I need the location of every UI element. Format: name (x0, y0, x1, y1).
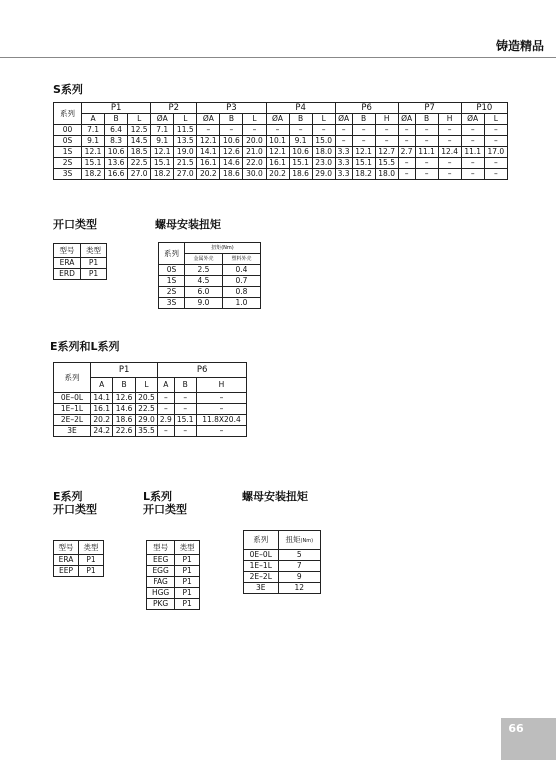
s-cell: 14.5 (128, 136, 151, 147)
nut-torque-series-header: 系列 (159, 243, 185, 265)
s-cell: 15.0 (312, 136, 335, 147)
s-cell: – (375, 125, 398, 136)
el-cell: 22.5 (135, 404, 157, 415)
nut-torque-header: 扭矩(Nm) (185, 243, 261, 254)
s-group-header: P6 (335, 103, 398, 114)
s-cell: 18.0 (375, 169, 398, 180)
el-series-table (53, 362, 247, 437)
el-cell: – (174, 404, 196, 415)
table-row (54, 269, 107, 280)
l-open-cell: P1 (175, 555, 200, 566)
nut-torque-1-cell: 1.0 (223, 298, 261, 309)
s-column-header: H (375, 114, 398, 125)
s-cell: 3.3 (335, 147, 352, 158)
s-series-title: S系列 (53, 83, 83, 96)
e-open-cell: P1 (79, 555, 104, 566)
table-row (147, 566, 200, 577)
s-cell: 12.4 (438, 147, 461, 158)
e-open-cell: EEP (54, 566, 79, 577)
table-row (244, 561, 321, 572)
el-cell: 20.5 (135, 393, 157, 404)
el-cell: – (174, 393, 196, 404)
table-row (54, 415, 247, 426)
l-open-cell: PKG (147, 599, 175, 610)
nut-torque-1-cell: 4.5 (185, 276, 223, 287)
open-type_1-cell: ERD (54, 269, 81, 280)
el-cell: – (158, 393, 174, 404)
e-open-type-table (53, 540, 104, 577)
open-type-table (53, 243, 107, 280)
el-cell: 18.6 (113, 415, 135, 426)
table-row (54, 555, 104, 566)
nut-torque-2-cell: 0E–0L (244, 550, 279, 561)
s-cell: 11.1 (461, 147, 484, 158)
s-cell: 13.6 (105, 158, 128, 169)
s-series-table (53, 102, 508, 180)
el-cell: 29.0 (135, 415, 157, 426)
nut-torque-2-unit: (Nm) (300, 537, 314, 544)
s-cell: 21.0 (243, 147, 266, 158)
nut-torque-1-cell: 2.5 (185, 265, 223, 276)
s-cell: 14.1 (197, 147, 220, 158)
s-row-label: 1S (54, 147, 82, 158)
el-row-label: 1E–1L (54, 404, 91, 415)
s-cell: 12.1 (82, 147, 105, 158)
s-group-header: P3 (197, 103, 266, 114)
nut-torque-table (158, 242, 261, 309)
el-cell: – (196, 426, 246, 437)
page-number: 66 (508, 722, 524, 735)
el-group-header: P6 (158, 363, 247, 378)
header-rule (0, 57, 556, 58)
s-column-header: B (289, 114, 312, 125)
s-cell: 8.3 (105, 136, 128, 147)
s-group-header: P4 (266, 103, 335, 114)
s-cell: 15.5 (375, 158, 398, 169)
el-row-label: 3E (54, 426, 91, 437)
l-open-cell: HGG (147, 588, 175, 599)
s-row-header: 系列 (54, 103, 82, 125)
s-cell: 10.1 (266, 136, 289, 147)
s-group-header: P2 (151, 103, 197, 114)
s-cell: – (415, 158, 438, 169)
s-cell: 18.5 (128, 147, 151, 158)
nut-torque-2-cell: 12 (278, 583, 320, 594)
el-cell: 35.5 (135, 426, 157, 437)
el-cell: – (158, 426, 174, 437)
el-row-header: 系列 (54, 363, 91, 393)
s-cell: – (398, 158, 415, 169)
open-type_1-header: 型号 (54, 244, 81, 258)
s-column-header: H (438, 114, 461, 125)
nut-torque-1-cell: 1S (159, 276, 185, 287)
nut-torque-2-cell: 3E (244, 583, 279, 594)
el-cell: 14.6 (113, 404, 135, 415)
el-column-header: L (135, 378, 157, 393)
s-cell: 12.1 (197, 136, 220, 147)
s-cell: 18.2 (82, 169, 105, 180)
table-row (159, 287, 261, 298)
s-column-header: L (243, 114, 266, 125)
table-row (159, 265, 261, 276)
el-cell: 12.6 (113, 393, 135, 404)
table-row (54, 147, 508, 158)
nut-torque-sub-plastic: 塑料外壳 (223, 254, 261, 265)
el-cell: 15.1 (174, 415, 196, 426)
s-cell: 18.6 (220, 169, 243, 180)
el-cell: 24.2 (91, 426, 113, 437)
s-cell: – (220, 125, 243, 136)
table-row (244, 583, 321, 594)
e-open-header: 类型 (79, 541, 104, 555)
nut-torque-2-table (243, 530, 321, 594)
el-cell: 11.8X20.4 (196, 415, 246, 426)
open-type_1-cell: P1 (81, 258, 107, 269)
nut-torque-2-cell: 7 (278, 561, 320, 572)
s-cell: 20.0 (243, 136, 266, 147)
open-type_1-header: 类型 (81, 244, 107, 258)
s-column-header: A (82, 114, 105, 125)
s-cell: – (352, 125, 375, 136)
s-cell: 12.5 (128, 125, 151, 136)
open-type-title: 开口类型 (53, 218, 97, 231)
s-cell: – (461, 125, 484, 136)
table-row (147, 588, 200, 599)
s-cell: 9.1 (151, 136, 174, 147)
s-cell: – (438, 136, 461, 147)
table-row (244, 572, 321, 583)
l-open-cell: P1 (175, 577, 200, 588)
el-cell: 22.6 (113, 426, 135, 437)
s-cell: – (375, 136, 398, 147)
s-row-label: 2S (54, 158, 82, 169)
el-group-header: P1 (91, 363, 158, 378)
s-row-label: 3S (54, 169, 82, 180)
s-cell: – (415, 136, 438, 147)
s-cell: 29.0 (312, 169, 335, 180)
s-column-header: L (312, 114, 335, 125)
s-cell: 15.1 (352, 158, 375, 169)
table-row (54, 136, 508, 147)
s-cell: – (352, 136, 375, 147)
table-row (54, 566, 104, 577)
s-cell: 12.7 (375, 147, 398, 158)
s-cell: 18.6 (289, 169, 312, 180)
l-open-type-table (146, 540, 200, 610)
s-column-header: ØA (266, 114, 289, 125)
s-row-label: 0S (54, 136, 82, 147)
s-column-header: ØA (335, 114, 352, 125)
s-cell: – (438, 169, 461, 180)
s-cell: – (197, 125, 220, 136)
s-cell: 30.0 (243, 169, 266, 180)
el-column-header: A (91, 378, 113, 393)
s-cell: 15.1 (82, 158, 105, 169)
el-column-header: H (196, 378, 246, 393)
s-cell: 12.6 (220, 147, 243, 158)
table-row (54, 393, 247, 404)
e-open-type-title: 开口类型 (53, 503, 97, 516)
table-row (147, 555, 200, 566)
nut-torque-2-cell: 2E–2L (244, 572, 279, 583)
el-cell: 16.1 (91, 404, 113, 415)
s-cell: 16.1 (266, 158, 289, 169)
e-open-cell: P1 (79, 566, 104, 577)
s-cell: – (398, 136, 415, 147)
open-type_1-cell: ERA (54, 258, 81, 269)
l-open-header: 型号 (147, 541, 175, 555)
s-group-header: P1 (82, 103, 151, 114)
s-cell: 20.2 (197, 169, 220, 180)
el-row-label: 2E–2L (54, 415, 91, 426)
s-cell: 22.5 (128, 158, 151, 169)
s-cell: 16.6 (105, 169, 128, 180)
nut-torque-1-cell: 6.0 (185, 287, 223, 298)
el-cell: 2.9 (158, 415, 174, 426)
s-group-header: P7 (398, 103, 461, 114)
nut-torque-2-cell: 9 (278, 572, 320, 583)
el-cell: – (158, 404, 174, 415)
e-series-title: E系列 (53, 490, 83, 503)
el-cell: 20.2 (91, 415, 113, 426)
table-row (54, 426, 247, 437)
table-row (244, 550, 321, 561)
s-cell: – (484, 136, 507, 147)
s-column-header: L (128, 114, 151, 125)
s-cell: 11.1 (415, 147, 438, 158)
nut-torque-2-header: 扭矩 (285, 534, 301, 544)
s-cell: – (461, 158, 484, 169)
s-cell: 22.0 (243, 158, 266, 169)
s-cell: – (335, 136, 352, 147)
s-cell: – (335, 125, 352, 136)
s-cell: 17.0 (484, 147, 507, 158)
s-cell: – (484, 125, 507, 136)
s-cell: 18.0 (312, 147, 335, 158)
s-cell: 9.1 (289, 136, 312, 147)
l-open-type-title: 开口类型 (143, 503, 187, 516)
s-column-header: ØA (398, 114, 415, 125)
l-open-cell: P1 (175, 566, 200, 577)
el-cell: – (174, 426, 196, 437)
l-series-title: L系列 (143, 490, 173, 503)
table-row (54, 158, 508, 169)
s-column-header: L (174, 114, 197, 125)
l-open-cell: EGG (147, 566, 175, 577)
s-cell: – (266, 125, 289, 136)
nut-torque-1-cell: 2S (159, 287, 185, 298)
s-cell: 19.0 (174, 147, 197, 158)
table-row (54, 404, 247, 415)
nut-torque-1-cell: 3S (159, 298, 185, 309)
s-cell: 18.2 (151, 169, 174, 180)
s-cell: – (461, 169, 484, 180)
nut-torque-2-cell: 1E–1L (244, 561, 279, 572)
el-row-label: 0E–0L (54, 393, 91, 404)
s-row-label: 00 (54, 125, 82, 136)
e-open-cell: ERA (54, 555, 79, 566)
s-column-header: B (220, 114, 243, 125)
s-cell: – (484, 158, 507, 169)
nut-torque-title: 螺母安装扭矩 (155, 218, 221, 231)
l-open-cell: P1 (175, 599, 200, 610)
s-group-header: P10 (461, 103, 507, 114)
s-cell: 16.1 (197, 158, 220, 169)
s-cell: 9.1 (82, 136, 105, 147)
nut-torque-2-series-header: 系列 (244, 531, 279, 550)
s-cell: – (461, 136, 484, 147)
l-open-header: 类型 (175, 541, 200, 555)
nut-torque-1-cell: 0.4 (223, 265, 261, 276)
nut-torque-2-cell: 5 (278, 550, 320, 561)
s-cell: 20.2 (266, 169, 289, 180)
s-column-header: B (105, 114, 128, 125)
s-cell: – (398, 169, 415, 180)
s-cell: 12.1 (266, 147, 289, 158)
nut-torque-1-cell: 0S (159, 265, 185, 276)
s-cell: 10.6 (105, 147, 128, 158)
s-cell: 14.6 (220, 158, 243, 169)
s-cell: 12.1 (352, 147, 375, 158)
s-cell: 15.1 (289, 158, 312, 169)
s-cell: 6.4 (105, 125, 128, 136)
s-cell: 13.5 (174, 136, 197, 147)
table-row (147, 577, 200, 588)
s-cell: 27.0 (128, 169, 151, 180)
l-open-cell: EEG (147, 555, 175, 566)
s-cell: – (289, 125, 312, 136)
s-cell: – (484, 169, 507, 180)
nut-torque-1-cell: 0.8 (223, 287, 261, 298)
s-cell: – (243, 125, 266, 136)
s-column-header: ØA (197, 114, 220, 125)
l-open-cell: FAG (147, 577, 175, 588)
s-cell: 7.1 (151, 125, 174, 136)
table-row (159, 276, 261, 287)
page-number-box (501, 718, 556, 760)
table-row (54, 169, 508, 180)
table-row (54, 125, 508, 136)
header-title: 铸造精品 (495, 39, 544, 53)
s-cell: – (398, 125, 415, 136)
s-cell: 11.5 (174, 125, 197, 136)
s-cell: 2.7 (398, 147, 415, 158)
el-cell: – (196, 393, 246, 404)
el-column-header: B (113, 378, 135, 393)
s-column-header: B (415, 114, 438, 125)
s-column-header: B (352, 114, 375, 125)
l-open-cell: P1 (175, 588, 200, 599)
s-cell: 15.1 (151, 158, 174, 169)
s-cell: 21.5 (174, 158, 197, 169)
s-cell: 27.0 (174, 169, 197, 180)
s-cell: 7.1 (82, 125, 105, 136)
s-cell: 18.2 (352, 169, 375, 180)
s-cell: – (415, 169, 438, 180)
s-cell: 10.6 (289, 147, 312, 158)
s-column-header: L (484, 114, 507, 125)
s-cell: 10.6 (220, 136, 243, 147)
s-cell: 3.3 (335, 158, 352, 169)
e-open-header: 型号 (54, 541, 79, 555)
s-cell: – (312, 125, 335, 136)
table-row (54, 258, 107, 269)
s-cell: 12.1 (151, 147, 174, 158)
nut-torque-sub-metal: 金属外壳 (185, 254, 223, 265)
s-column-header: ØA (151, 114, 174, 125)
open-type_1-cell: P1 (81, 269, 107, 280)
el-cell: 14.1 (91, 393, 113, 404)
s-cell: – (438, 158, 461, 169)
s-cell: 3.3 (335, 169, 352, 180)
s-column-header: ØA (461, 114, 484, 125)
nut-torque-2-title: 螺母安装扭矩 (242, 490, 308, 503)
el-column-header: A (158, 378, 174, 393)
el-cell: – (196, 404, 246, 415)
el-column-header: B (174, 378, 196, 393)
nut-torque-1-cell: 0.7 (223, 276, 261, 287)
s-cell: 23.0 (312, 158, 335, 169)
el-series-title: E系列和L系列 (50, 340, 120, 353)
table-row (159, 298, 261, 309)
s-cell: – (415, 125, 438, 136)
nut-torque-1-cell: 9.0 (185, 298, 223, 309)
s-cell: – (438, 125, 461, 136)
table-row (147, 599, 200, 610)
